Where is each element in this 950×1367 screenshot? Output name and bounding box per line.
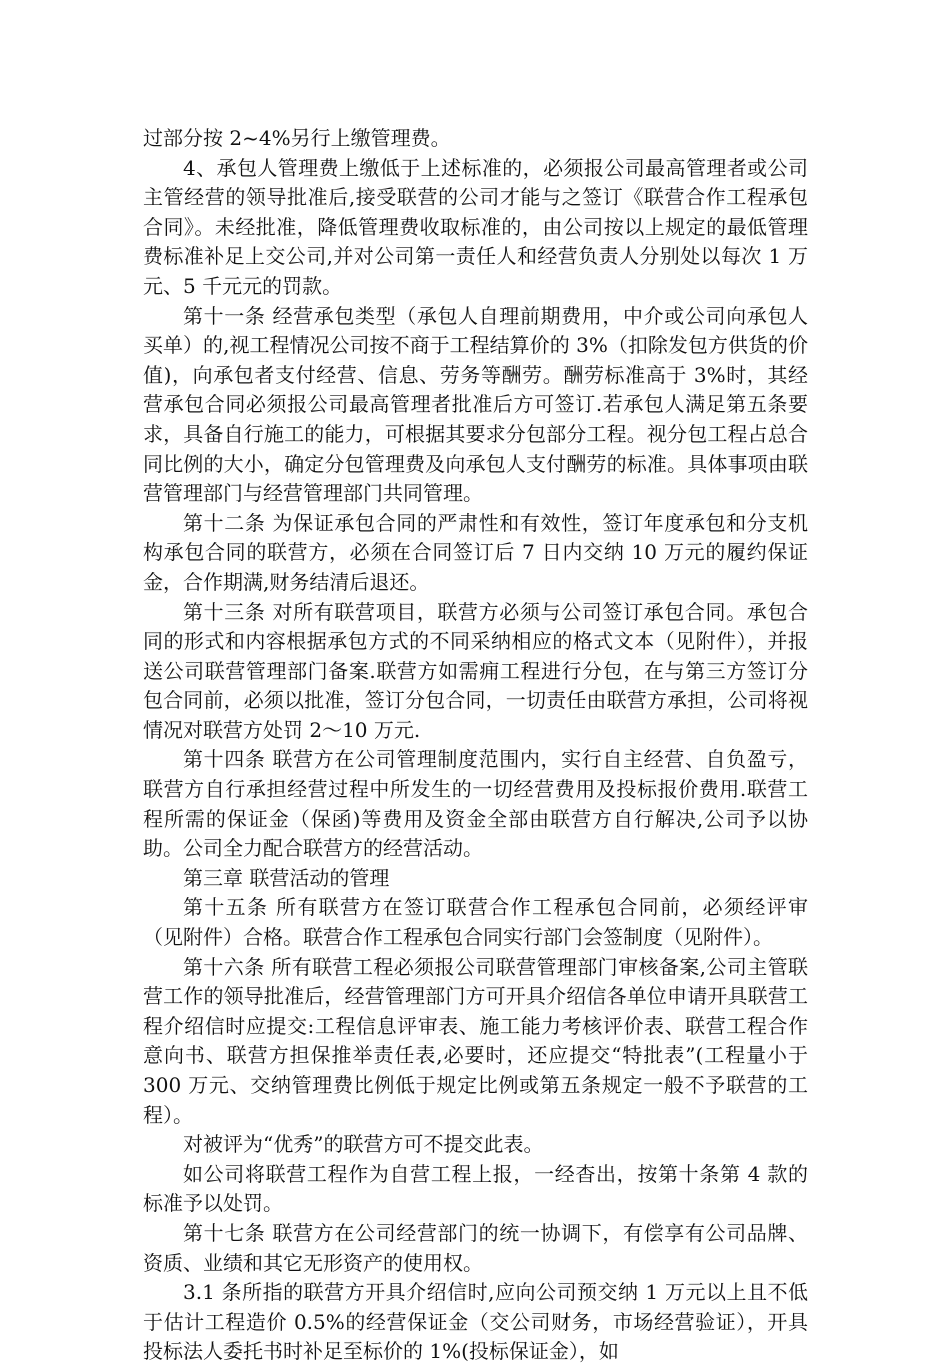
paragraph-article-15: 第十五条 所有联营方在签订联营合作工程承包合同前，必须经评审（见附件）合格。联营合作工程承包合同实行部门会签制度（见附件）。 (143, 895, 808, 950)
paragraph-item-4: 4、承包人管理费上缴低于上述标准的，必须报公司最高管理者或公司主管经营的领导批准后,接受联营的公司才能与之签订《联营合作工程承包合同》。未经批准，降低管理费收取标准的，由公司按以上规定的最低管理费标准补足上交公司,并对公司第一责任人和经营负责人分别处以每次 1 万元、5 千元元的罚款。 (143, 155, 808, 298)
paragraph-article-11: 第十一条 经营承包类型（承包人自理前期费用，中介或公司向承包人买单）的,视工程情况公司按不商于工程结算价的 3%（扣除发包方供货的价值)，向承包者支付经营、信息、劳务等酬劳。酬劳标准高于 3%时，其经营承包合同必须报公司最高管理者批准后方可签订.若承包人满足第五条要求，具备自行施工的能力，可根据其要求分包部分工程。视分包工程占总合同比例的大小，确定分包管理费及向承包人支付酬劳的标准。具体事项由联营管理部门与经营管理部门共同管理。 (143, 303, 808, 506)
chapter-heading: 第三章 联营活动的管理 (183, 865, 390, 890)
paragraph-article-16: 第十六条 所有联营工程必须报公司联营管理部门审核备案,公司主管联营工作的领导批准后，经营管理部门方可开具介绍信各单位申请开具联营工程介绍信时应提交:工程信息评审表、施工能力考核评价表、联营工程合作意向书、联营方担保推举责任表,必要时，还应提交“特批表”(工程量小于 300 万元、交纳管理费比例低于规定比例或第五条规定一般不予联营的工程）。 (143, 954, 808, 1127)
paragraph-penalty-note: 如公司将联营工程作为自营工程上报，一经杳出，按第十条第 4 款的标准予以处罚。 (143, 1161, 808, 1216)
document-page (143, 124, 808, 1367)
paragraph-excellent-exemption: 对被评为“优秀”的联营方可不提交此表。 (183, 1132, 544, 1157)
paragraph-article-13: 第十三条 对所有联营项目，联营方必须与公司签订承包合同。承包合同的形式和内容根据承包方式的不同采纳相应的格式文本（见附件），并报送公司联营管理部门备案.联营方如需痈工程进行分包，在与第三方签订分包合同前，必须以批准，签订分包合同，一切责任由联营方承担，公司将视情况对联营方处罚 2～10 万元. (143, 599, 808, 742)
paragraph-article-17: 第十七条 联营方在公司经营部门的统一协调下，有偿享有公司品牌、资质、业绩和其它无形资产的使用权。 (143, 1220, 808, 1275)
paragraph-article-14: 第十四条 联营方在公司管理制度范围内，实行自主经营、自负盈亏，联营方自行承担经营过程中所发生的一切经营费用及投标报价费用.联营工程所需的保证金（保函)等费用及资金全部由联营方自行解决,公司予以协助。公司全力配合联营方的经营活动。 (143, 747, 808, 861)
paragraph-clause-3-1: 3.1 条所指的联营方开具介绍信时,应向公司预交纳 1 万元以上且不低于估计工程造价 0.5%的经营保证金（交公司财务，市场经营验证），开具投标法人委托书时补足至标价的 1%(投标保证金），如 (143, 1280, 808, 1364)
paragraph-article-12: 第十二条 为保证承包合同的严肃性和有效性，签订年度承包和分支机构承包合同的联营方，必须在合同签订后 7 日内交纳 10 万元的履约保证金，合作期满,财务结清后退还。 (143, 510, 808, 594)
paragraph-continuation: 过部分按 2~4%另行上缴管理费。 (143, 126, 451, 150)
